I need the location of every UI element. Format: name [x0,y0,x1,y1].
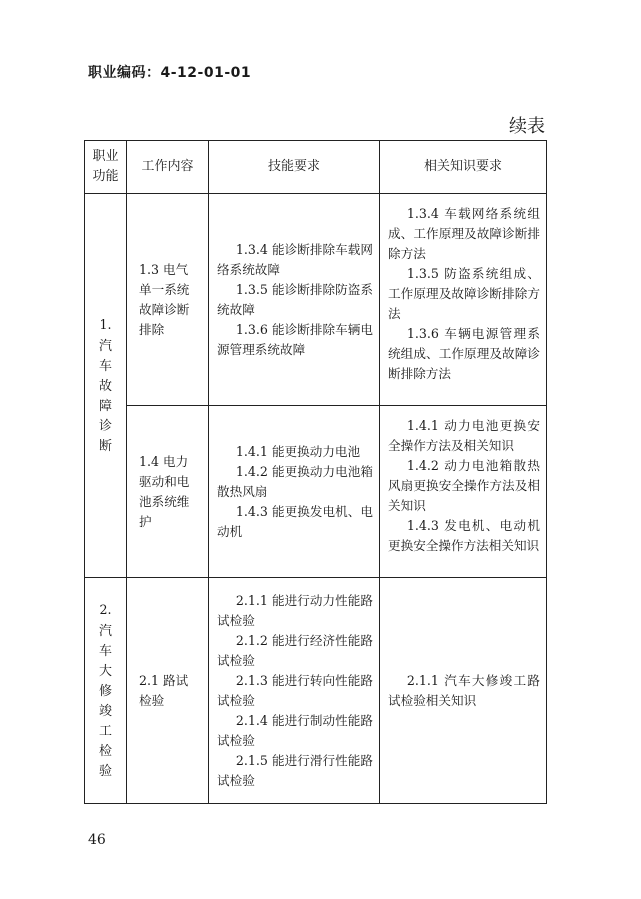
knowledge-item: 2.1.1 汽车大修竣工路试检验相关知识 [388,672,540,708]
function-number: 2. [99,601,112,617]
col-header-work: 工作内容 [127,141,209,194]
continued-label: 续表 [509,116,545,137]
table-row [85,406,547,578]
skill-item: 1.4.3 能更换发电机、电动机 [217,503,373,539]
skill-item: 2.1.4 能进行制动性能路试检验 [217,712,373,748]
skill-requirements-table [84,140,547,804]
table-header-row [85,141,547,194]
skill-item: 1.4.1 能更换动力电池 [235,443,361,459]
knowledge-cell [380,194,547,406]
skill-item: 1.3.6 能诊断排除车辆电源管理系统故障 [217,321,373,357]
function-cell [85,194,127,578]
knowledge-cell [380,578,547,804]
work-content-cell: 1.4 电力驱动和电池系统维护 [127,406,209,578]
knowledge-item: 1.4.3 发电机、电动机更换安全操作方法相关知识 [388,518,540,553]
table-row [85,578,547,804]
page-number: 46 [88,832,106,848]
skill-item: 2.1.2 能进行经济性能路试检验 [217,632,373,668]
knowledge-item: 1.4.2 动力电池箱散热风扇更换安全操作方法及相关知识 [388,458,540,513]
work-content-cell: 1.3 电气单一系统故障诊断排除 [127,194,209,406]
col-header-skill: 技能要求 [209,141,380,194]
skill-item: 2.1.1 能进行动力性能路试检验 [217,592,373,628]
col-header-knowledge: 相关知识要求 [380,141,547,194]
skill-item: 1.3.5 能诊断排除防盗系统故障 [217,281,373,317]
col-header-function: 职业功能 [85,141,127,194]
knowledge-item: 1.3.6 车辆电源管理系统组成、工作原理及故障诊断排除方法 [388,326,540,381]
knowledge-item: 1.4.1 动力电池更换安全操作方法及相关知识 [388,418,540,453]
skill-item: 2.1.3 能进行转向性能路试检验 [217,672,373,708]
knowledge-cell [380,406,547,578]
occupation-code: 职业编码：4-12-01-01 [88,65,252,81]
skill-cell [209,406,380,578]
function-number: 1. [99,316,112,332]
work-content-cell: 2.1 路试检验 [127,578,209,804]
function-cell [85,578,127,804]
function-name: 汽车故障诊断 [98,338,112,454]
skill-cell [209,194,380,406]
knowledge-item: 1.3.5 防盗系统组成、工作原理及故障诊断排除方法 [388,266,540,321]
knowledge-item: 1.3.4 车载网络系统组成、工作原理及故障诊断排除方法 [388,206,540,261]
skill-item: 2.1.5 能进行滑行性能路试检验 [217,752,373,788]
skill-cell [209,578,380,804]
skill-item: 1.3.4 能诊断排除车载网络系统故障 [217,241,373,277]
function-name: 汽车大修竣工检验 [98,623,112,779]
table-row [85,194,547,406]
skill-item: 1.4.2 能更换动力电池箱散热风扇 [217,463,373,499]
